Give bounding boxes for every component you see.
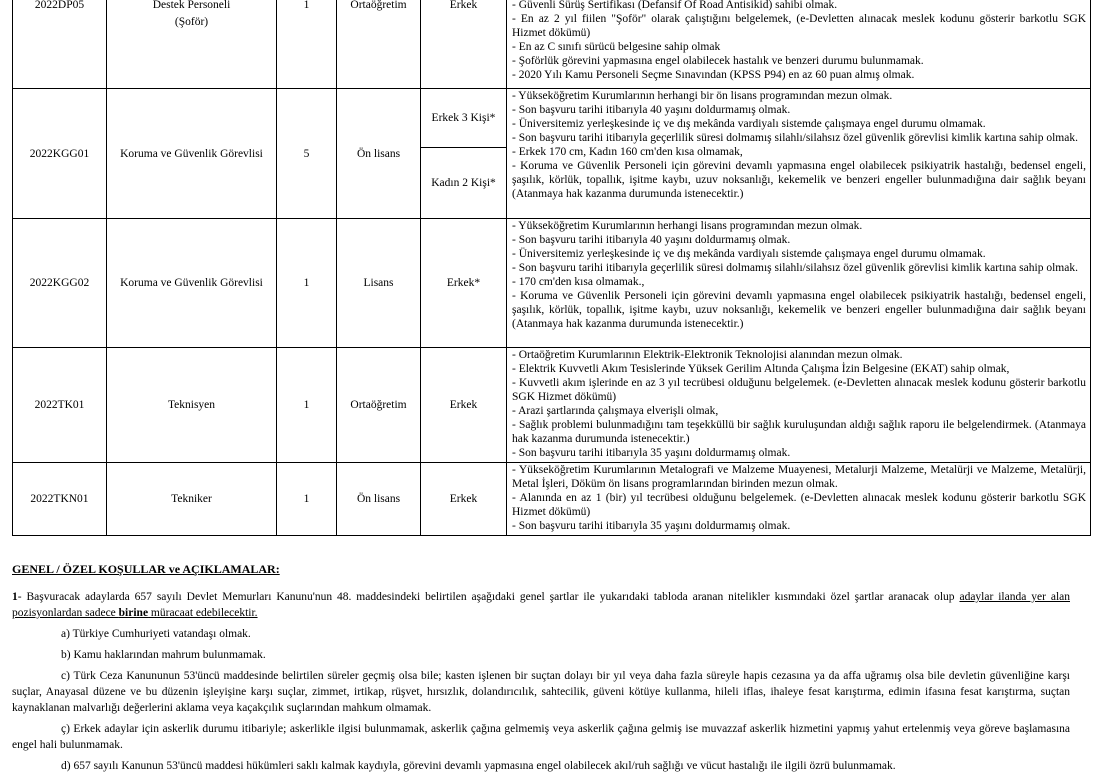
requirement-line: - Son başvuru tarihi itibarıyla geçerlilik süresi dolmamış silahlı/silahsız özel güvenlik görevlisi kimlik kartına sahip olmak.	[512, 262, 1078, 274]
requirement-line: - Şoförlük görevini yapmasına engel olabilecek hastalık ve benzeri durumu bulunmamak.	[512, 55, 924, 67]
requirement-line: - En az 2 yıl fiilen "Şoför" olarak çalıştığını belgelemek, (e-Devletten alınacak meslek kodunu gösterir barkotlu SGK Hizmet dökümü)	[512, 13, 1086, 39]
condition-item-d	[12, 758, 1070, 774]
education-level: Ön lisans	[337, 463, 421, 536]
requirement-line: - Son başvuru tarihi itibarıyla 35 yaşını doldurmamış olmak.	[512, 520, 791, 532]
position-title: Tekniker	[107, 463, 277, 536]
gender: Erkek	[421, 0, 507, 89]
requirement-line: - Güvenli Sürüş Sertifikası (Defansif Of Road Antisikid) sahibi olmak.	[512, 0, 838, 11]
requirements-cell	[507, 463, 1091, 536]
requirement-line: - Yükseköğretim Kurumlarının Metalografi ve Malzeme Muayenesi, Metalurji Malzeme, Metalürji ve Malzeme, Metalürji, Metal İşleri, Döküm ön lisans programlarından birinden mezun olmak.	[512, 464, 1086, 490]
education-level: Ortaöğretim	[337, 0, 421, 89]
requirement-line: - Yükseköğretim Kurumlarının herhangi bir ön lisans programından mezun olmak.	[512, 90, 893, 102]
position-title-sub: (Şoför)	[174, 16, 209, 28]
requirement-line: - 170 cm'den kısa olmamak.,	[512, 276, 645, 288]
position-code: 2022TKN01	[13, 463, 107, 536]
condition-text: a) Türkiye Cumhuriyeti vatandaşı olmak.	[61, 628, 251, 640]
requirement-line: - Koruma ve Güvenlik Personeli için görevini devamlı yapmasına engel olabilecek psikiyatrik hastalığı, bedensel engeli, şaşılık, körlük, topallık, işitme kaybı, uzuv noksanlığı, kekemelik ve benzeri engeller bulunmadığına dair sağlık beyanı (Atanmaya hak kazanma durumunda istenecektir.)	[512, 160, 1086, 200]
positions-table	[12, 0, 1091, 536]
paragraph-underlined-a: adaylar ilanda yer alan pozisyonlardan sadece	[12, 591, 1070, 619]
paragraph-underlined-b: müracaat edebilecektir.	[148, 607, 258, 619]
condition-text: c) Türk Ceza Kanununun 53'üncü maddesinde belirtilen süreler geçmiş olsa bile; kasten işlenen bir suçtan dolayı bir yıl veya daha fazla süreyle hapis cezasına ya da affa uğramış olsa bile devletin güvenliğine karşı suçlar, Anayasal düzene ve bu düzenin işleyişine karşı suçlar, zimmet, irtikap, rüşvet, hırsızlık, dolandırıcılık, sahtecilik, güveni kötüye kullanma, hileli iflas, ihaleye fesat karıştırma, edimin ifasına fesat karıştırma, suçtan kaynaklanan malvarlığı değerlerini aklama veya kaçakçılık suçlarından mahkum olmamak.	[12, 670, 1070, 714]
position-code: 2022KGG01	[13, 89, 107, 219]
requirement-line: - Son başvuru tarihi itibarıyla 35 yaşını doldurmamış olmak.	[512, 447, 791, 459]
condition-item-c	[12, 668, 1070, 716]
position-count: 1	[277, 463, 337, 536]
gender-male: Erkek 3 Kişi*	[421, 89, 507, 148]
requirement-line: - Kuvvetli akım işlerinde en az 3 yıl tecrübesi olduğunu belgelemek. (e-Devletten alınacak meslek kodunu gösterir barkotlu SGK Hizmet dökümü)	[512, 377, 1086, 403]
condition-item-b	[12, 647, 1070, 663]
position-code: 2022TK01	[13, 348, 107, 463]
position-count: 1	[277, 219, 337, 348]
table-row	[13, 0, 1091, 89]
requirements-cell	[507, 348, 1091, 463]
table-row	[13, 89, 1091, 148]
requirement-line: - Yükseköğretim Kurumlarının herhangi lisans programından mezun olmak.	[512, 220, 863, 232]
section-heading: GENEL / ÖZEL KOŞULLAR ve AÇIKLAMALAR:	[12, 562, 280, 576]
requirement-line: - Son başvuru tarihi itibarıyla 40 yaşını doldurmamış olmak.	[512, 104, 791, 116]
requirement-line: - Üniversitemiz yerleşkesinde iç ve dış mekânda vardiyalı sistemde çalışmaya engel durumu olmamak.	[512, 118, 986, 130]
requirement-line: - Üniversitemiz yerleşkesinde iç ve dış mekânda vardiyalı sistemde çalışmaya engel durumu olmamak.	[512, 248, 986, 260]
requirements-cell	[507, 0, 1091, 89]
position-code: 2022KGG02	[13, 219, 107, 348]
requirement-line: - Elektrik Kuvvetli Akım Tesislerinde Yüksek Gerilim Altında Çalışma İzin Belgesine (EKAT) sahip olmak,	[512, 363, 1010, 375]
position-title: Koruma ve Güvenlik Görevlisi	[107, 89, 277, 219]
position-count: 1	[277, 348, 337, 463]
gender: Erkek	[421, 463, 507, 536]
condition-paragraph-1	[12, 589, 1070, 621]
condition-item-cc	[12, 721, 1070, 753]
gender-female: Kadın 2 Kişi*	[421, 148, 507, 219]
paragraph-number: 1	[12, 591, 18, 603]
requirement-line: - Alanında en az 1 (bir) yıl tecrübesi olduğunu belgelemek. (e-Devletten alınacak meslek kodunu gösterir barkotlu SGK Hizmet dökümü)	[512, 492, 1086, 518]
education-level: Ortaöğretim	[337, 348, 421, 463]
requirements-cell	[507, 219, 1091, 348]
requirement-line: - Son başvuru tarihi itibarıyla geçerlilik süresi dolmamış silahlı/silahsız özel güvenlik görevlisi kimlik kartına sahip olmak.	[512, 132, 1078, 144]
paragraph-text: - Başvuracak adaylarda 657 sayılı Devlet Memurları Kanunu'nun 48. maddesindeki belirtilen aşağıdaki genel şartlar ile yukarıdaki tabloda aranan nitelikler kısmındaki özel şartlar aranacak olup	[17, 591, 960, 603]
requirement-line: - Koruma ve Güvenlik Personeli için görevini devamlı yapmasına engel olabilecek psikiyatrik hastalığı, bedensel engeli, şaşılık, körlük, topallık, işitme kaybı, uzuv noksanlığı, kekemelik ve benzeri engeller bulunmadığına dair sağlık beyanı (Atanmaya hak kazanma durumunda istenecektir.)	[512, 290, 1086, 330]
position-title-main: Destek Personeli	[152, 0, 231, 11]
requirement-line: - Son başvuru tarihi itibarıyla 40 yaşını doldurmamış olmak.	[512, 234, 791, 246]
table-row	[13, 348, 1091, 463]
condition-text: d) 657 sayılı Kanunun 53'üncü maddesi hükümleri saklı kalmak kaydıyla, görevini devamlı yapmasına engel olabilecek akıl/ruh sağlığı ve vücut hastalığı ile ilgili özrü bulunmamak.	[61, 760, 896, 772]
requirement-line: - 2020 Yılı Kamu Personeli Seçme Sınavından (KPSS P94) en az 60 puan almış olmak.	[512, 69, 915, 81]
table-row	[13, 219, 1091, 348]
requirement-line: - Arazi şartlarında çalışmaya elverişli olmak,	[512, 405, 719, 417]
gender: Erkek	[421, 348, 507, 463]
condition-text: ç) Erkek adaylar için askerlik durumu itibariyle; askerlikle ilgisi bulunmamak, askerlik çağına gelmemiş veya askerlik çağına gelmiş ise muvazzaf askerlik hizmetini yapmış yahut ertelenmiş veya göreve başlamasına engel hali bulunmamak.	[12, 723, 1070, 751]
position-count: 1	[277, 0, 337, 89]
requirement-line: - Erkek 170 cm, Kadın 160 cm'den kısa olmamak,	[512, 146, 743, 158]
paragraph-underlined-bold: birine	[118, 607, 149, 619]
condition-item-a	[12, 626, 1070, 642]
education-level: Ön lisans	[337, 89, 421, 219]
education-level: Lisans	[337, 219, 421, 348]
table-row	[13, 463, 1091, 536]
condition-text: b) Kamu haklarından mahrum bulunmamak.	[61, 649, 266, 661]
gender: Erkek*	[421, 219, 507, 348]
requirement-line: - Ortaöğretim Kurumlarının Elektrik-Elektronik Teknolojisi alanından mezun olmak.	[512, 349, 903, 361]
position-title: Teknisyen	[107, 348, 277, 463]
position-title	[107, 0, 277, 89]
position-count: 5	[277, 89, 337, 219]
requirements-cell	[507, 89, 1091, 219]
position-title: Koruma ve Güvenlik Görevlisi	[107, 219, 277, 348]
requirement-line: - En az C sınıfı sürücü belgesine sahip olmak	[512, 41, 721, 53]
requirement-line: - Sağlık problemi bulunmadığını tam teşekküllü bir sağlık kuruluşundan aldığı sağlık raporu ile belgelendirmek. (Atanmaya hak kazanma durumunda istenecektir.)	[512, 419, 1086, 445]
position-code: 2022DP05	[13, 0, 107, 89]
